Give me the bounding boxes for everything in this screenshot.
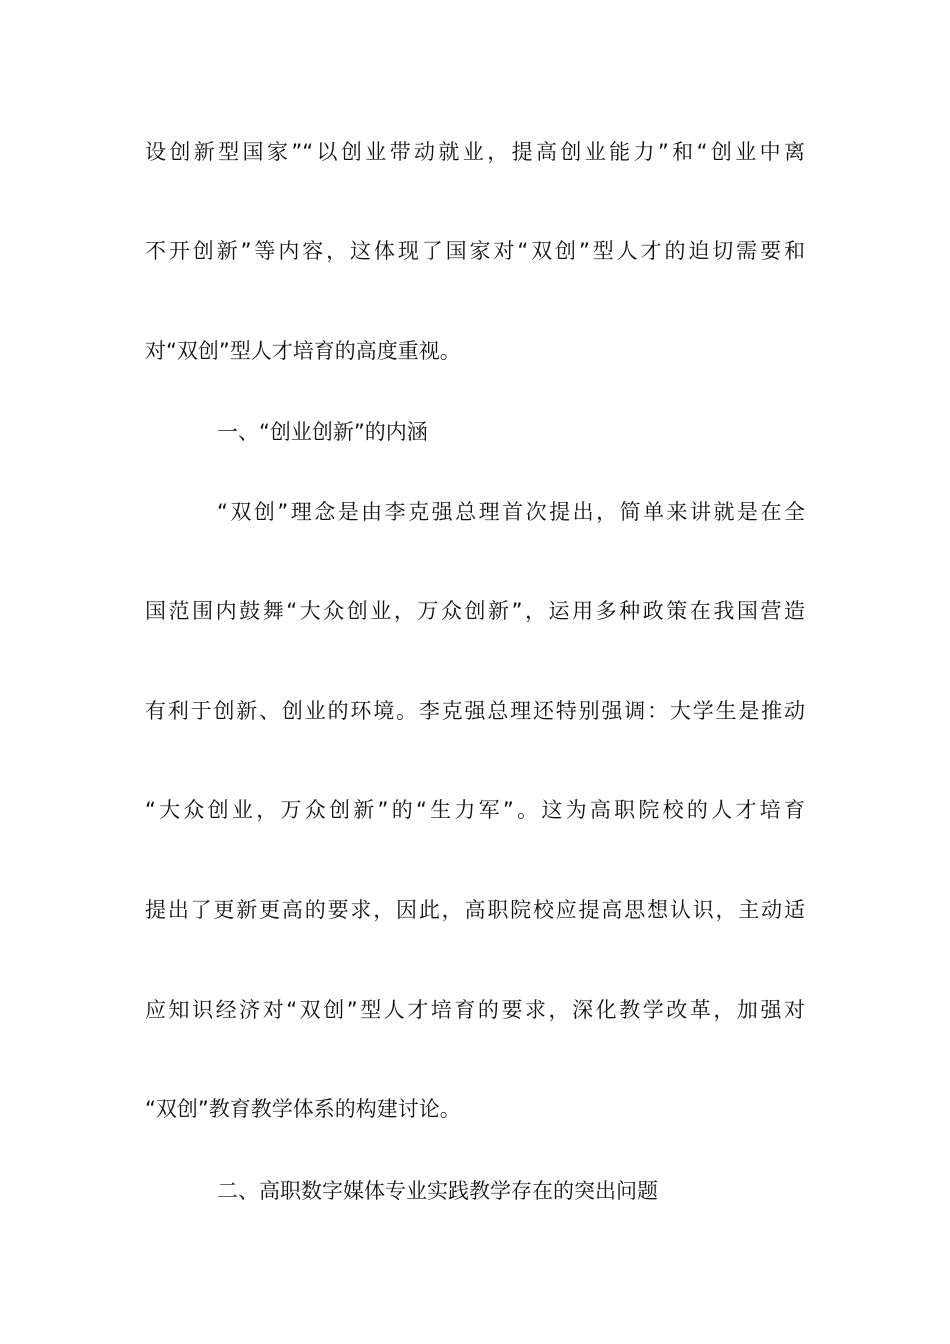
- paragraph-1-line-2: 不开创新”等内容，这体现了国家对“双创”型人才的迫切需要和: [145, 239, 805, 263]
- paragraph-2-line-6: 应知识经济对“双创”型人才培育的要求，深化教学改革，加强对: [145, 998, 805, 1022]
- paragraph-2-line-3: 有利于创新、创业的环境。李克强总理还特别强调：大学生是推动: [145, 699, 805, 723]
- paragraph-2-line-4: “大众创业，万众创新”的“生力军”。这为高职院校的人才培育: [145, 798, 805, 822]
- paragraph-1-line-1: 设创新型国家”“以创业带动就业，提高创业能力”和“创业中离: [145, 140, 805, 164]
- paragraph-1-line-3: 对“双创”型人才培育的高度重视。: [145, 339, 461, 363]
- paragraph-2-line-2: 国范围内鼓舞“大众创业，万众创新”，运用多种政策在我国营造: [145, 599, 805, 623]
- section-heading-2: 二、高职数字媒体专业实践教学存在的突出问题: [217, 1179, 658, 1203]
- paragraph-2-line-5: 提出了更新更高的要求，因此，高职院校应提高思想认识，主动适: [145, 898, 805, 922]
- paragraph-2-line-1: “双创”理念是由李克强总理首次提出，简单来讲就是在全: [217, 500, 805, 524]
- section-heading-1: 一、“创业创新”的内涵: [217, 420, 428, 444]
- paragraph-2-line-7: “双创”教育教学体系的构建讨论。: [145, 1097, 461, 1121]
